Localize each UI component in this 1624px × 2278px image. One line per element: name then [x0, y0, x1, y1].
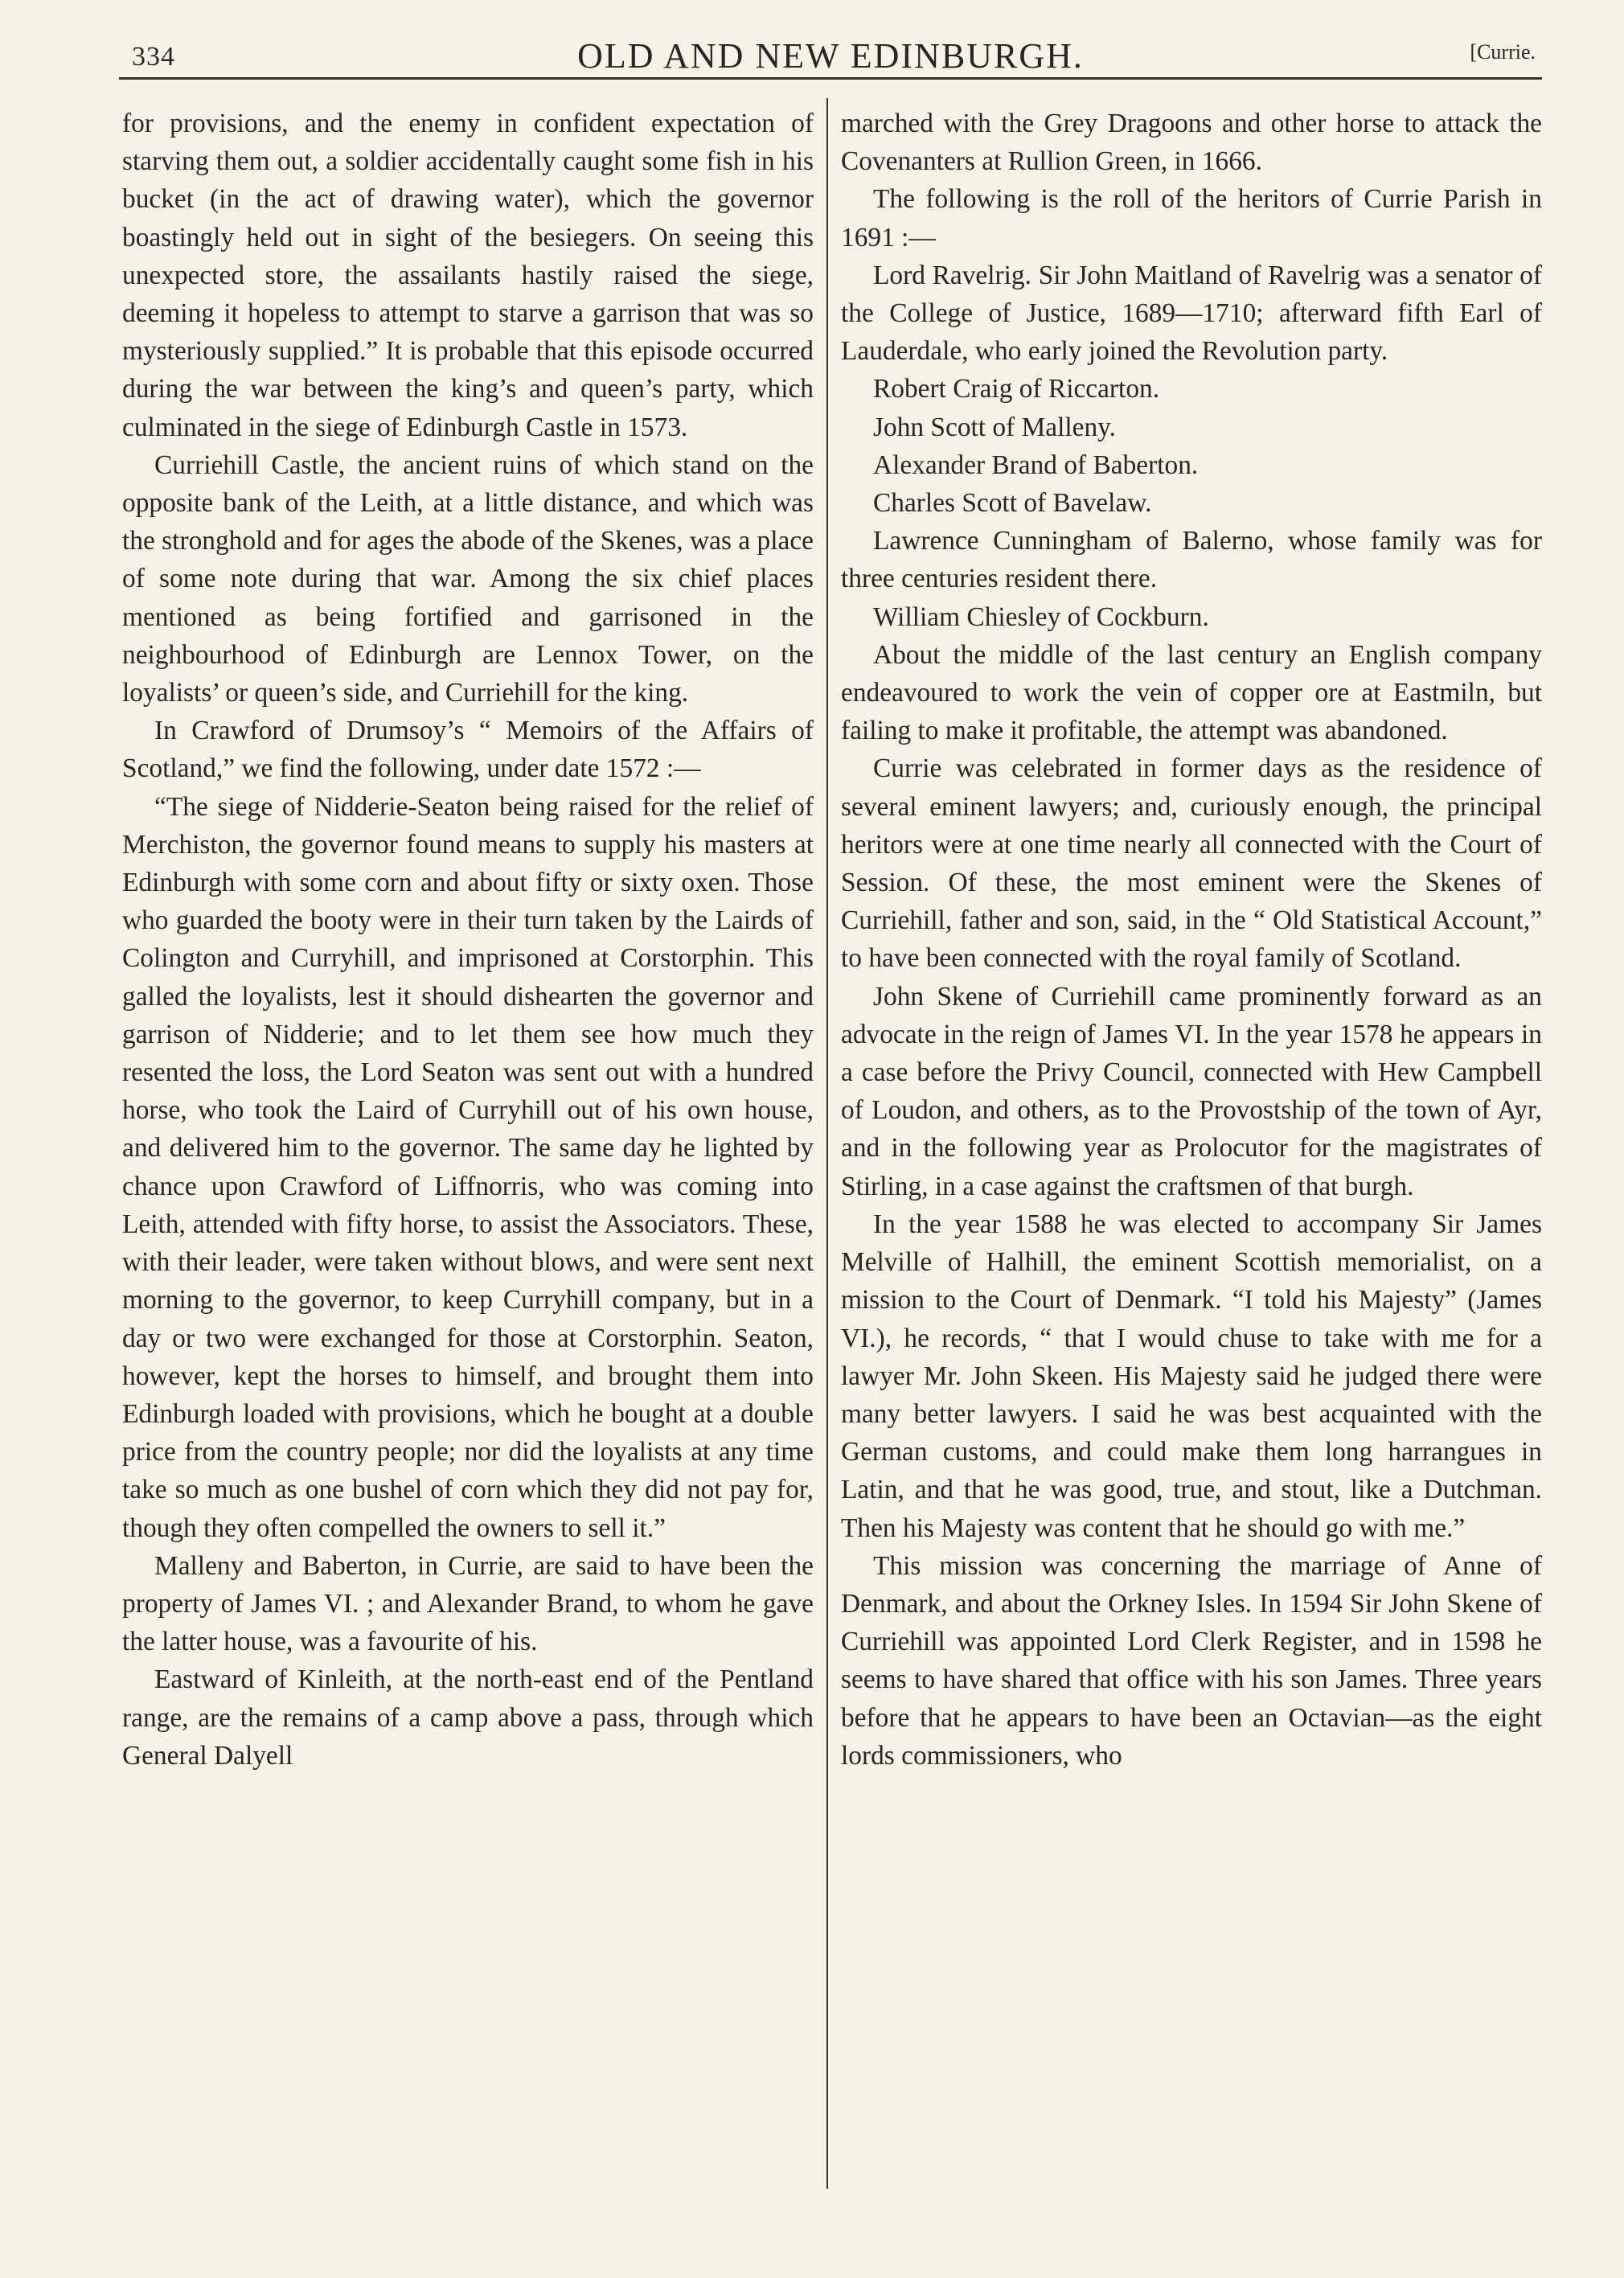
quotation-paragraph: “The siege of Nidderie-Seaton being raised for the relief of Merchiston, the governor found means to supply his masters at Edinburgh with some corn and about fifty or sixty oxen. Those who guarded the booty were in their turn taken by the Lairds of Colington and Curryhill, and imprisoned at Corstorphin. This galled the loyalists, lest it should dishearten the governor and garrison of Nidderie; and to let them see how much they resented the loss, the Lord Seaton was sent out with a hundred horse, who took the Laird of Curryhill out of his own house, and delivered him to the governor. The same day he lighted by chance upon Crawford of Liffnorris, who was coming into Leith, attended with fifty horse, to assist the Associators. These, with their leader, were taken without blows, and were sent next morning to the governor, to keep Curryhill company, but in a day or two were exchanged for those at Corstorphin. Seaton, however, kept the horses to himself, and brought them into Edinburgh loaded with provisions, which he bought at a double price from the country people; nor did the loyalists at any time take so much as one bushel of corn which they did not pay for, though they often compelled the owners to sell it.”	[122, 791, 814, 1543]
page-number: 334	[132, 42, 175, 72]
heritor-entry: Alexander Brand of Baberton.	[873, 449, 1199, 480]
heritor-entry: Lawrence Cunningham of Balerno, whose family was for three centuries resident there.	[841, 526, 1542, 594]
paragraph: Currie was celebrated in former days as the residence of several eminent lawyers; and, curiously enough, the principal heritors were at one time nearly all connected with the Court of Session. Of these, the most eminent were the Skenes of Curriehill, father and son, said, in the “ Old Statistical Account,” to have been connected with the royal family of Scotland.	[841, 753, 1542, 974]
heritor-entry: John Scott of Malleny.	[873, 412, 1117, 442]
heritor-entry: Charles Scott of Bavelaw.	[873, 488, 1152, 519]
paragraph: Malleny and Baberton, in Currie, are said to have been the property of James VI. ; and Alexander Brand, to whom he gave the latter house, was a favourite of his.	[122, 1550, 814, 1657]
paragraph: Curriehill Castle, the ancient ruins of which stand on the opposite bank of the Leith, at a little distance, and which was the stronghold and for ages the abode of the Skenes, was a place of some note during that war. Among the six chief places mentioned as being fortified and garrisoned in the neighbourhood of Edinburgh are Lennox Tower, on the loyalists’ or queen’s side, and Curriehill for the king.	[122, 449, 814, 708]
column-divider	[826, 98, 828, 2189]
paragraph: The following is the roll of the heritors of Currie Parish in 1691 :—	[841, 184, 1542, 252]
paragraph: In Crawford of Drumsoy’s “ Memoirs of the Affairs of Scotland,” we find the following, under date 1572 :—	[122, 716, 814, 784]
paragraph: About the middle of the last century an English company endeavoured to work the vein of copper ore at Eastmiln, but failing to make it profitable, the attempt was abandoned.	[841, 639, 1542, 746]
left-column	[122, 105, 814, 1775]
right-column	[841, 105, 1542, 1775]
running-title: OLD AND NEW EDINBURGH.	[577, 36, 1084, 76]
paragraph: for provisions, and the enemy in confident expectation of starving them out, a soldier accidentally caught some fish in his bucket (in the act of drawing water), which the governor boastingly held out in sight of the besiegers. On seeing this unexpected store, the assailants hastily raised the siege, deeming it hopeless to attempt to starve a garrison that was so mysteriously supplied.” It is probable that this episode occurred during the war between the king’s and queen’s party, which culminated in the siege of Edinburgh Castle in 1573.	[122, 109, 814, 442]
paragraph: John Skene of Curriehill came prominently forward as an advocate in the reign of James VI. In the year 1578 he appears in a case before the Privy Council, connected with Hew Campbell of Loudon, and others, as to the Provostship of the town of Ayr, and in the following year as Prolocutor for the magistrates of Stirling, in a case against the craftsmen of that burgh.	[841, 981, 1542, 1201]
heritor-entry: Robert Craig of Riccarton.	[873, 374, 1160, 404]
paragraph: Eastward of Kinleith, at the north-east end of the Pentland range, are the remains of a camp above a pass, through which General Dalyell	[122, 1664, 814, 1771]
heritor-entry: William Chiesley of Cockburn.	[873, 601, 1209, 632]
paragraph: In the year 1588 he was elected to accompany Sir James Melville of Halhill, the eminent Scottish memorialist, on a mission to the Court of Denmark. “I told his Majesty” (James VI.), he records, “ that I would chuse to take with me for a lawyer Mr. John Skeen. His Majesty said he judged there were many better lawyers. I said he was best acquainted with the German customs, and could make them long harrangues in Latin, and that he was good, true, and stout, like a Dutchman. Then his Majesty was content that he should go with me.”	[841, 1209, 1542, 1543]
header-rule	[119, 77, 1542, 80]
heritor-entry: Lord Ravelrig. Sir John Maitland of Ravelrig was a senator of the College of Justice, 1689—1710; afterward fifth Earl of Lauderdale, who early joined the Revolution party.	[841, 260, 1542, 367]
section-tag: [Currie.	[1470, 40, 1536, 64]
paragraph: This mission was concerning the marriage of Anne of Denmark, and about the Orkney Isles. In 1594 Sir John Skene of Curriehill was appointed Lord Clerk Register, and in 1598 he seems to have shared that office with his son James. Three years before that he appears to have been an Octavian—as the eight lords commissioners, who	[841, 1550, 1542, 1771]
paragraph: marched with the Grey Dragoons and other horse to attack the Covenanters at Rullion Green, in 1666.	[841, 109, 1542, 177]
